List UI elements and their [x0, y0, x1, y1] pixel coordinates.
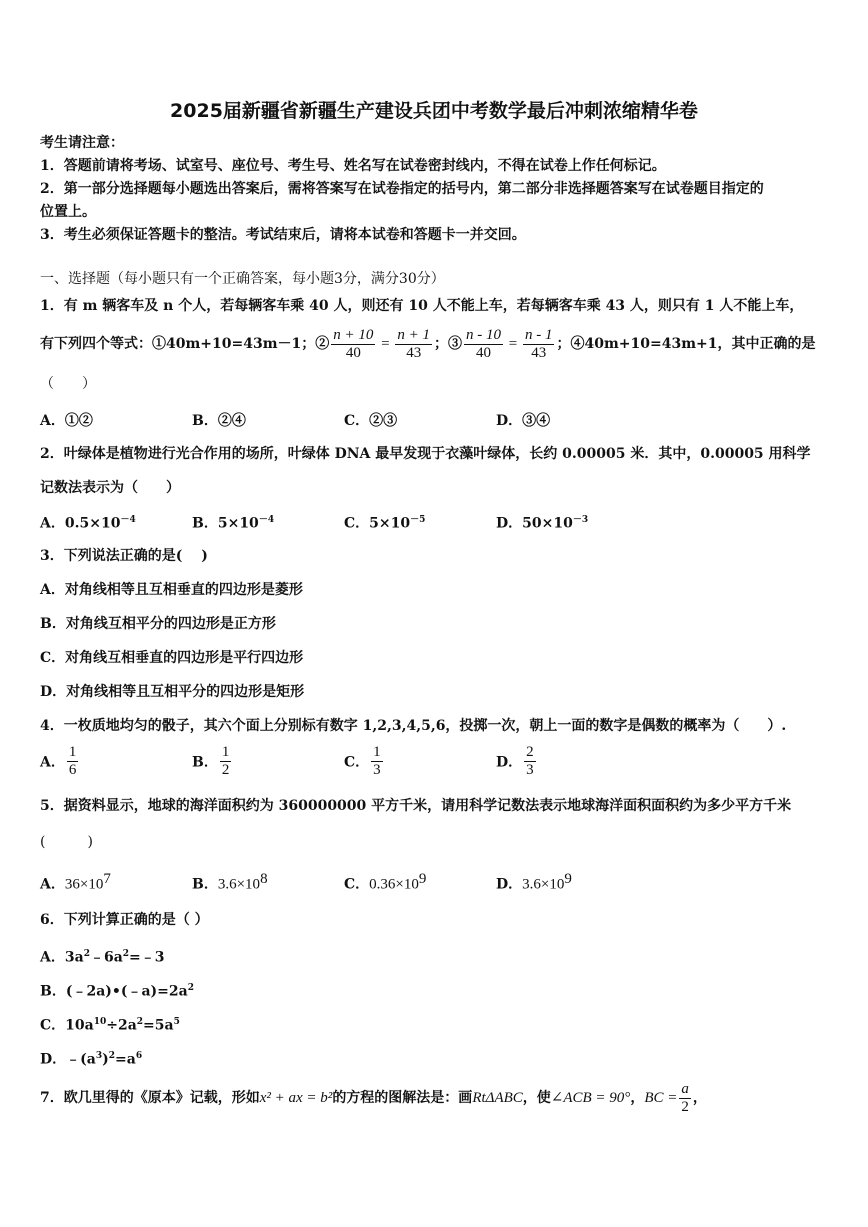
q4-option-d[interactable]: D． $\frac{2}{3}$ — [496, 744, 534, 778]
q1-f4-den: 43 — [531, 344, 547, 361]
q1-text-end: ；④40m+10=43m+1，其中正确的是 — [556, 336, 816, 352]
q3-option-d[interactable]: D．对角线相等且互相平分的四边形是矩形 — [40, 684, 305, 700]
q7-equation: x² + ax = b² — [259, 1090, 333, 1106]
notice-item-3: 3．考生必须保证答题卡的整洁。考试结束后，请将本试卷和答题卡一并交回。 — [40, 227, 526, 243]
q1-option-d[interactable]: D．③④ — [496, 413, 551, 429]
q1-f2-num: n + 1 — [397, 326, 430, 343]
q1-line1: 1．有 m 辆客车及 n 个人，若每辆客车乘 40 人，则还有 10 人不能上车，若每辆客车乘 43 人，则只有 1 人不能上车， — [40, 298, 804, 314]
notice-heading: 考生请注意： — [40, 135, 124, 151]
q1-option-c[interactable]: C．②③ — [344, 413, 398, 429]
q5-option-c[interactable]: C．$0.36\times 10^9$ — [344, 871, 427, 893]
q7-text-mid3: ， — [630, 1090, 645, 1106]
q7-text-pre: 7．欧几里得的《原本》记载，形如 — [40, 1090, 260, 1106]
q2-option-b[interactable]: B．$5\times 10^{-4}$ — [192, 515, 275, 532]
q1-f3-num: n - 10 — [466, 326, 501, 343]
q1-fraction-1 — [331, 327, 375, 362]
q6-stem: 6．下列计算正确的是（ ） — [40, 912, 209, 928]
q2-line1: 2．叶绿体是植物进行光合作用的场所，叶绿体 DNA 最早发现于衣藻叶绿体，长约 0.00005 米．其中，0.00005 用科学 — [40, 446, 811, 462]
q4-option-c[interactable]: C． $\frac{1}{3}$ — [344, 744, 381, 778]
q7-angle: ∠ACB = 90° — [550, 1090, 631, 1106]
notice-item-1: 1．答题前请将考场、试室号、座位号、考生号、姓名写在试卷密封线内，不得在试卷上作任何标记。 — [40, 158, 666, 174]
q1-text-mid: ；③ — [434, 336, 462, 352]
q7-fraction: $\frac{a}{2}$ — [681, 1080, 689, 1115]
q7-text-mid2: ，使 — [522, 1090, 551, 1106]
q1-line2: 有下列四个等式：①40m+10=43m－1；② $\frac{n + 10}{40}$ = $\frac{n + 1}{43}$ ；③ $\frac{n - 10}{40}$ = $\frac{n - 1}{43}$ ；④40m+10=43m+1，其中正确的是 — [40, 326, 816, 361]
q4-option-a[interactable]: A． $\frac{1}{6}$ — [40, 744, 77, 778]
q7-line1 — [40, 1078, 828, 1118]
page-title: 2025届新疆省新疆生产建设兵团中考数学最后冲刺浓缩精华卷 — [170, 100, 698, 122]
q6-option-b[interactable]: B．$(﹣2a)•(﹣a)=2a^2$ — [40, 983, 194, 1000]
q1-f3-den: 40 — [476, 344, 491, 361]
notice-item-2: 2．第一部分选择题每小题选出答案后，需将答案写在试卷指定的括号内，第二部分非选择题答案写在试卷题目指定的 — [40, 181, 764, 197]
q6-option-a[interactable]: A．$3a^2﹣6a^2=﹣3$ — [40, 949, 165, 966]
q1-text-start: 有下列四个等式：①40m+10=43m－1；② — [40, 336, 330, 352]
q1-f2-den: 43 — [406, 344, 422, 361]
q3-stem: 3．下列说法正确的是( ) — [40, 548, 208, 564]
q2-option-c[interactable]: C．$5\times 10^{-5}$ — [344, 515, 426, 532]
q4-stem: 4．一枚质地均匀的骰子，其六个面上分别标有数字 1,2,3,4,5,6，投掷一次，朝上一面的数字是偶数的概率为（ ）. — [40, 718, 787, 734]
q3-option-b[interactable]: B．对角线互相平分的四边形是正方形 — [40, 616, 276, 632]
q1-fraction-4 — [523, 327, 555, 362]
q6-option-d[interactable]: D．$﹣(a^3)^2=a^6$ — [40, 1051, 143, 1068]
q7-text-mid1: 的方程的图解法是：画 — [332, 1090, 473, 1106]
q5-option-b[interactable]: B．$3.6\times 10^8$ — [192, 871, 268, 893]
q1-option-a[interactable]: A．①② — [40, 413, 93, 429]
q3-option-a[interactable]: A．对角线相等且互相垂直的四边形是菱形 — [40, 582, 303, 598]
notice-item-2-cont: 位置上。 — [40, 204, 96, 220]
q1-f4-num: n - 1 — [524, 326, 553, 343]
q2-option-d[interactable]: D．$50\times 10^{-3}$ — [496, 515, 589, 532]
section-heading: 一、选择题（每小题只有一个正确答案，每小题3分，满分30分） — [40, 271, 445, 287]
q5-answer-paren: ( ) — [40, 834, 93, 850]
q1-fraction-2 — [395, 327, 432, 362]
q5-line1: 5．据资料显示，地球的海洋面积约为 360000000 平方千米，请用科学记数法表示地球海洋面积面积约为多少平方千米 — [40, 798, 792, 814]
q7-text-end: ， — [692, 1090, 707, 1106]
q1-fraction-3 — [464, 327, 503, 362]
q3-option-c[interactable]: C．对角线互相垂直的四边形是平行四边形 — [40, 650, 304, 666]
q1-option-b[interactable]: B．②④ — [192, 413, 246, 429]
q4-option-b[interactable]: B． $\frac{1}{2}$ — [192, 744, 230, 778]
q6-option-c[interactable]: C．$10a^{10}\div 2a^2=5a^5$ — [40, 1017, 180, 1034]
q5-option-a[interactable]: A．$36\times 10^7$ — [40, 871, 111, 893]
q2-line2: 记数法表示为（ ） — [40, 480, 180, 496]
q7-triangle: RtΔABC — [472, 1090, 523, 1106]
q7-bc: BC = — [644, 1090, 678, 1106]
q1-f1-num: n + 10 — [333, 326, 374, 343]
q1-f1-den: 40 — [345, 344, 361, 361]
q2-option-a[interactable]: A．$0.5\times 10^{-4}$ — [40, 515, 136, 532]
q1-answer-paren: （ ） — [40, 376, 96, 392]
q5-option-d[interactable]: D．$3.6\times 10^9$ — [496, 871, 572, 893]
